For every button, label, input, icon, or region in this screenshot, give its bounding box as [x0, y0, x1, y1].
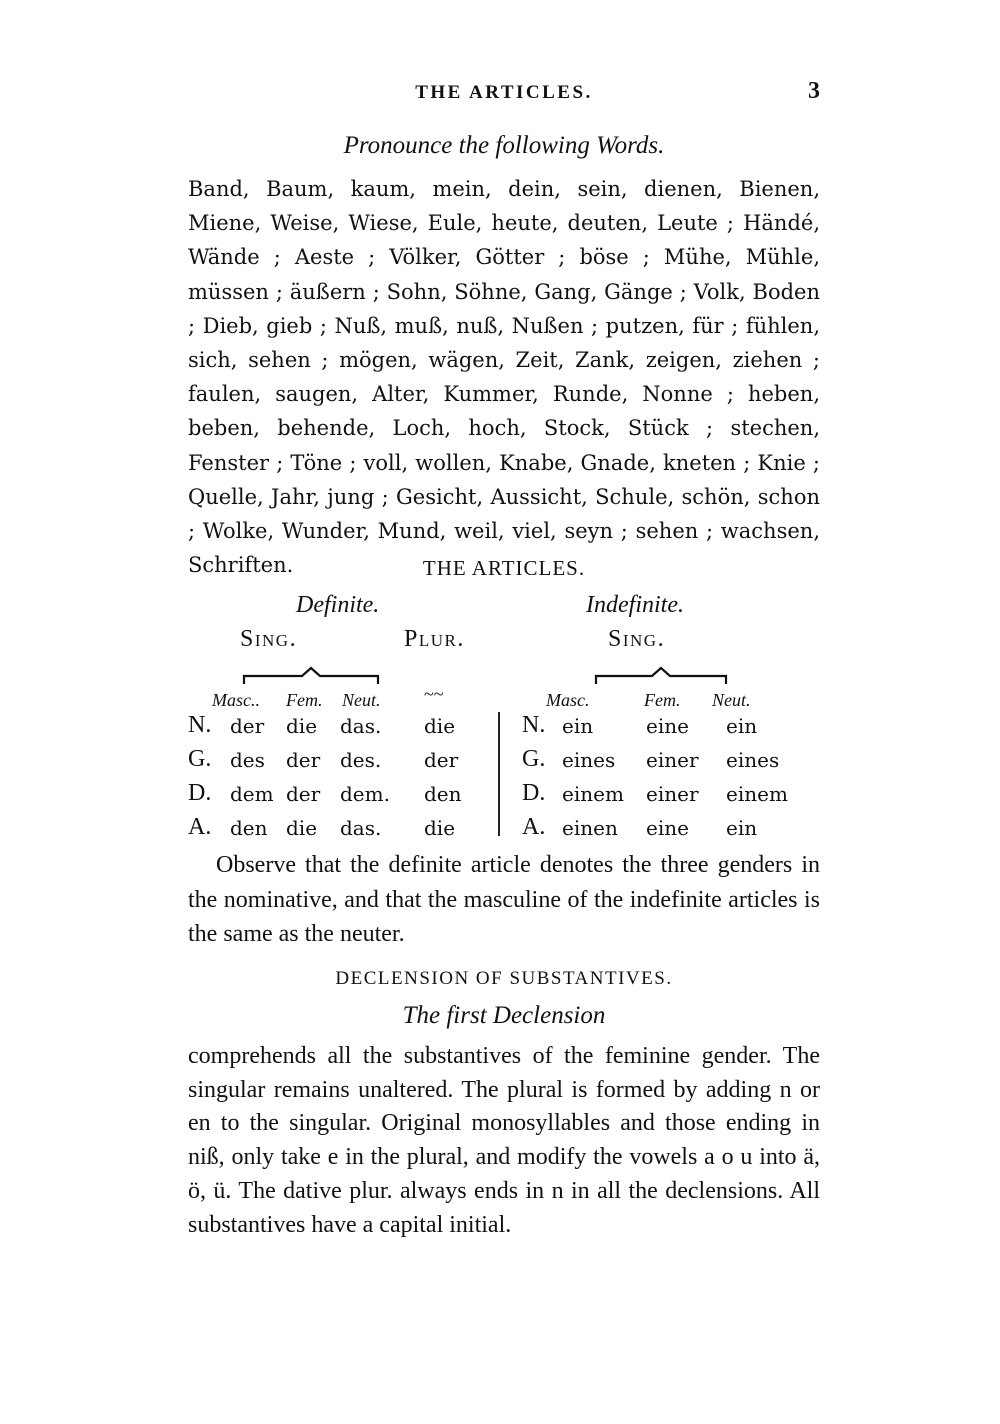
indef-dat-neut: einem — [726, 782, 788, 806]
def-gen-fem: der — [286, 748, 321, 772]
declension-heading: DECLENSION OF SUBSTANTIVES. — [335, 968, 673, 989]
def-case-nominative: N. — [188, 712, 212, 738]
pronounce-heading: Pronounce the following Words. — [343, 132, 665, 159]
declension-body: comprehends all the substantives of the feminine gender. The singular remains unaltered. The plural is formed by adding n or en to the singular. Original monosyllables and those ending in niß, only take e in the plural, and modify the vowels a o u into ä, ö, ü. The dative plur. always ends in n in all the declensions. All substantives have a capital initial. — [188, 1043, 820, 1238]
indef-nom-masc: ein — [562, 714, 594, 738]
def-gen-masc: des — [230, 748, 265, 772]
def-nom-fem: die — [286, 714, 318, 738]
def-fem-header: Fem. — [286, 690, 323, 710]
def-nom-masc: der — [230, 714, 265, 738]
def-case-genitive: G. — [188, 746, 212, 772]
running-title: THE ARTICLES. — [415, 82, 593, 103]
definite-brace-icon — [242, 664, 380, 688]
indef-case-nominative: N. — [522, 712, 546, 738]
indef-nom-fem: eine — [646, 714, 689, 738]
indef-dat-masc: einem — [562, 782, 624, 806]
def-acc-fem: die — [286, 816, 318, 840]
def-neut-header: Neut. — [342, 690, 381, 710]
indef-fem-header: Fem. — [644, 690, 681, 710]
def-case-accusative: A. — [188, 814, 212, 840]
observation-paragraph: Observe that the definite article denotes the three genders in the nominative, and that the masculine of the indefinite articles is the same as the neuter. — [188, 852, 820, 947]
indef-masc-header: Masc. — [546, 690, 590, 710]
def-acc-masc: den — [230, 816, 268, 840]
indef-acc-neut: ein — [726, 816, 758, 840]
indef-gen-masc: eines — [562, 748, 616, 772]
def-gen-plur: der — [424, 748, 459, 772]
indefinite-sing-label: Sing. — [608, 626, 666, 652]
indefinite-brace-icon — [594, 664, 728, 688]
indef-acc-masc: einen — [562, 816, 618, 840]
indef-gen-neut: eines — [726, 748, 780, 772]
def-dat-neut: dem. — [340, 782, 390, 806]
running-head — [188, 78, 820, 112]
indefinite-label: Indefinite. — [586, 592, 684, 618]
def-acc-neut: das. — [340, 816, 382, 840]
def-dat-plur: den — [424, 782, 462, 806]
indef-case-dative: D. — [522, 780, 546, 806]
indef-dat-fem: einer — [646, 782, 699, 806]
def-masc-header: Masc.. — [212, 690, 260, 710]
def-gen-neut: des. — [340, 748, 382, 772]
page-number: 3 — [808, 78, 820, 104]
word-list: Band, Baum, kaum, mein, dein, sein, dienen, Bienen, Miene, Weise, Wiese, Eule, heute, deuten, Leute ; Händé, Wände ; Aeste ; Völker, Götter ; böse ; Mühe, Mühle, müssen ; äußern ; Sohn, Söhne, Gang, Gänge ; Volk, Boden ; Dieb, gieb ; Nuß, muß, nuß, Nußen ; putzen, für ; fühlen, sich, sehen ; mögen, wägen, Zeit, Zank, zeigen, ziehen ; faulen, saugen, Alter, Kummer, Runde, Nonne ; heben, beben, behende, Loch, hoch, Stock, Stück ; stechen, Fenster ; Töne ; voll, wollen, Knabe, Gnade, kneten ; Knie ; Quelle, Jahr, jung ; Gesicht, Aussicht, Schule, schön, schon ; Wolke, Wunder, Mund, weil, viel, seyn ; sehen ; wachsen, Schriften. — [188, 177, 820, 578]
definite-label: Definite. — [296, 592, 380, 618]
table-divider — [498, 712, 500, 836]
definite-sing-label: Sing. — [240, 626, 298, 652]
indef-nom-neut: ein — [726, 714, 758, 738]
indef-gen-fem: einer — [646, 748, 699, 772]
declension-subheading: The first Declension — [402, 1002, 606, 1029]
def-acc-plur: die — [424, 816, 456, 840]
def-dat-fem: der — [286, 782, 321, 806]
def-dat-masc: dem — [230, 782, 274, 806]
indef-neut-header: Neut. — [712, 690, 751, 710]
def-nom-plur: die — [424, 714, 456, 738]
indef-case-accusative: A. — [522, 814, 546, 840]
indef-acc-fem: eine — [646, 816, 689, 840]
plural-mark: ~~ — [424, 684, 444, 704]
plur-label: Plur. — [404, 626, 465, 652]
articles-title: THE ARTICLES. — [422, 556, 586, 580]
def-nom-neut: das. — [340, 714, 382, 738]
indef-case-genitive: G. — [522, 746, 546, 772]
def-case-dative: D. — [188, 780, 212, 806]
